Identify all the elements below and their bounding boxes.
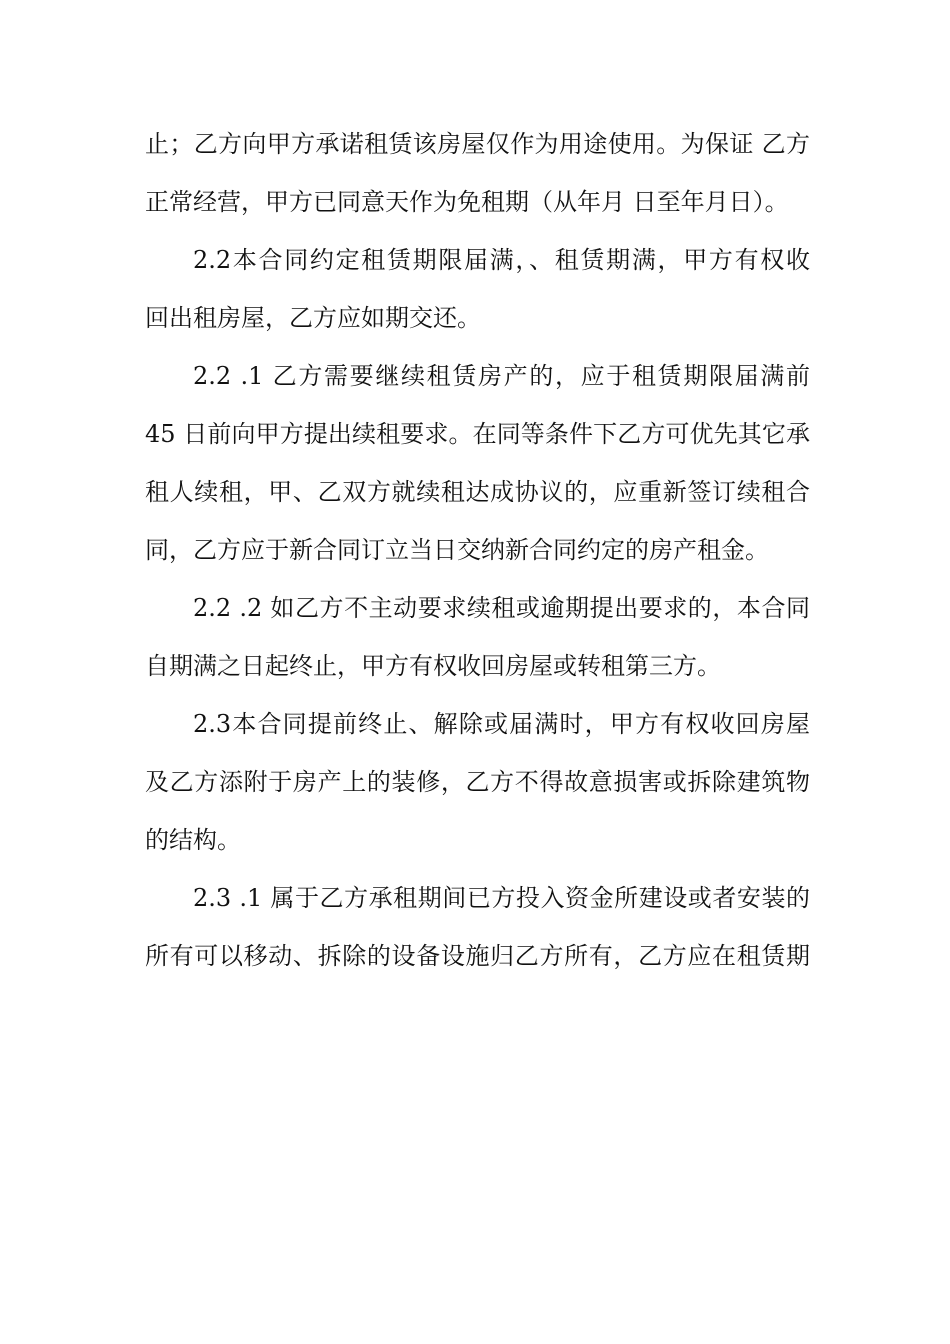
text-line-12: 及乙方添附于房产上的装修，乙方不得故意损害或拆除建筑物 bbox=[145, 768, 810, 796]
text-line-9: 2.2 .2 如乙方不主动要求续租或逾期提出要求的，本合同 bbox=[193, 594, 810, 622]
text-line-14: 2.3 .1 属于乙方承租期间已方投入资金所建设或者安装的 bbox=[193, 884, 810, 912]
text-line-8: 同，乙方应于新合同订立当日交纳新合同约定的房产租金。 bbox=[145, 536, 769, 564]
text-line-2: 正常经营，甲方已同意天作为免租期（从年月 日至年月日）。 bbox=[145, 188, 789, 216]
text-line-15: 所有可以移动、拆除的设备设施归乙方所有，乙方应在租赁期 bbox=[145, 942, 810, 970]
text-line-10: 自期满之日起终止，甲方有权收回房屋或转租第三方。 bbox=[145, 652, 721, 680]
text-line-11: 2.3本合同提前终止、解除或届满时，甲方有权收回房屋 bbox=[193, 710, 810, 738]
text-line-1: 止；乙方向甲方承诺租赁该房屋仅作为用途使用。为保证 乙方 bbox=[145, 130, 810, 158]
text-line-7: 租人续租，甲、乙双方就续租达成协议的，应重新签订续租合 bbox=[145, 478, 810, 506]
text-line-6: 45 日前向甲方提出续租要求。在同等条件下乙方可优先其它承 bbox=[145, 420, 810, 448]
text-line-3: 2.2本合同约定租赁期限届满，、租赁期满，甲方有权收 bbox=[193, 246, 810, 274]
document-body bbox=[145, 130, 810, 1000]
text-line-13: 的结构。 bbox=[145, 826, 241, 854]
text-line-4: 回出租房屋，乙方应如期交还。 bbox=[145, 304, 481, 332]
text-line-5: 2.2 .1 乙方需要继续租赁房产的，应于租赁期限届满前 bbox=[193, 362, 810, 390]
